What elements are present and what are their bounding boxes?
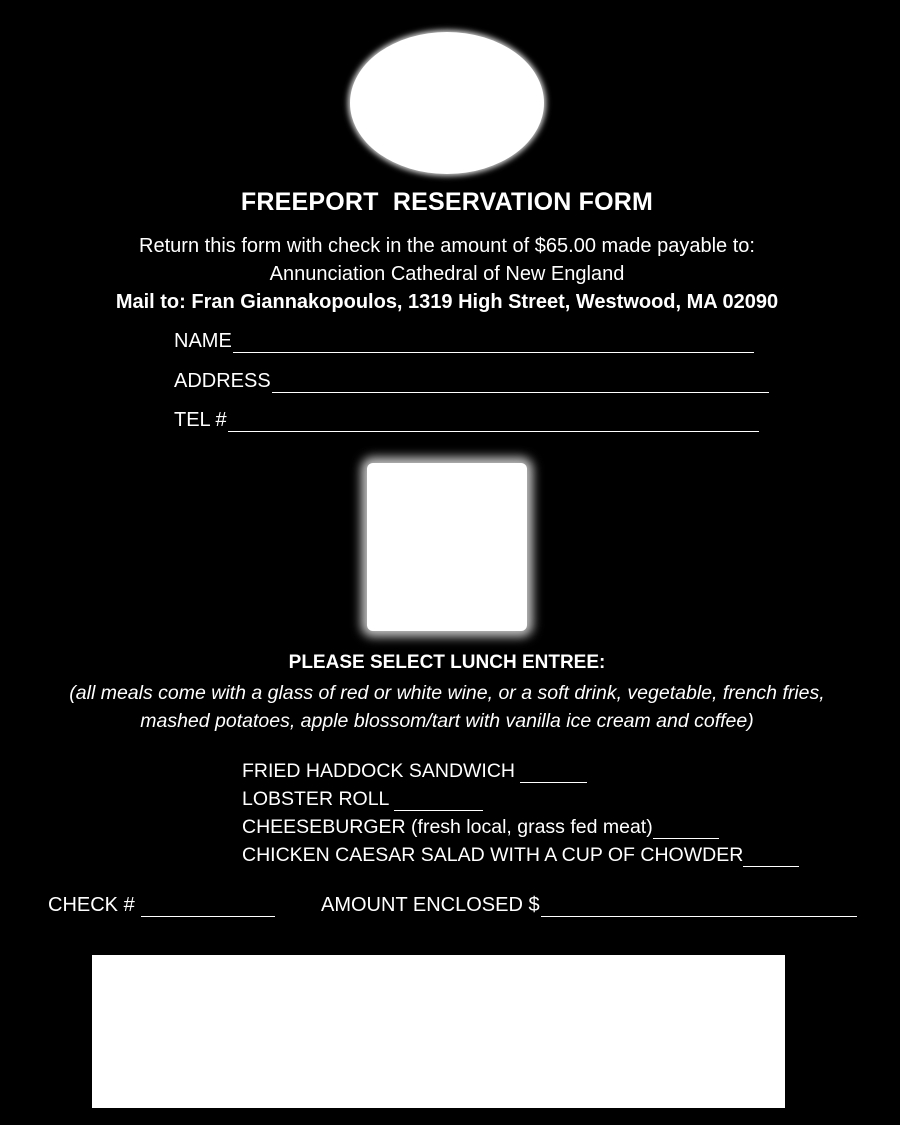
meal-includes-note-line-1: (all meals come with a glass of red or white wine, or a soft drink, vegetable, french fries, — [69, 682, 825, 704]
image-placeholder — [367, 463, 527, 631]
entree-choice-line[interactable] — [520, 764, 587, 783]
payee-name: Annunciation Cathedral of New England — [269, 263, 625, 285]
telephone-label: TEL # — [174, 409, 227, 431]
entree-label: CHEESEBURGER (fresh local, grass fed meat) — [242, 816, 653, 838]
check-number-field[interactable] — [48, 894, 275, 917]
telephone-line[interactable] — [228, 412, 759, 432]
form-title: FREEPORT RESERVATION FORM — [240, 188, 654, 216]
return-instructions: Return this form with check in the amount of $65.00 made payable to: — [139, 235, 755, 257]
entree-option-fried-haddock[interactable] — [242, 760, 587, 783]
check-number-line[interactable] — [141, 897, 275, 917]
entree-label: FRIED HADDOCK SANDWICH — [242, 760, 521, 782]
blank-white-box — [92, 955, 785, 1108]
amount-enclosed-label: AMOUNT ENCLOSED $ — [321, 894, 540, 916]
address-line[interactable] — [272, 373, 769, 393]
entree-option-lobster-roll[interactable] — [242, 788, 483, 811]
name-field[interactable] — [174, 330, 754, 353]
name-line[interactable] — [233, 333, 754, 353]
check-number-label: CHECK # — [48, 894, 141, 916]
entree-choice-line[interactable] — [743, 848, 799, 867]
mailing-address: Mail to: Fran Giannakopoulos, 1319 High Street, Westwood, MA 02090 — [115, 291, 779, 313]
lunch-entree-heading: PLEASE SELECT LUNCH ENTREE: — [288, 652, 606, 673]
name-label: NAME — [174, 330, 232, 352]
address-label: ADDRESS — [174, 370, 271, 392]
entree-option-cheeseburger[interactable] — [242, 816, 719, 839]
entree-choice-line[interactable] — [394, 792, 483, 811]
entree-label: LOBSTER ROLL — [242, 788, 395, 810]
logo-placeholder-oval — [350, 32, 544, 174]
amount-enclosed-field[interactable] — [321, 894, 857, 917]
address-field[interactable] — [174, 370, 769, 393]
entree-choice-line[interactable] — [653, 820, 719, 839]
meal-includes-note-line-2: mashed potatoes, apple blossom/tart with vanilla ice cream and coffee) — [140, 710, 754, 732]
amount-enclosed-line[interactable] — [541, 897, 857, 917]
entree-option-chicken-caesar[interactable] — [242, 844, 799, 867]
entree-label: CHICKEN CAESAR SALAD WITH A CUP OF CHOWDER — [242, 844, 744, 866]
telephone-field[interactable] — [174, 409, 759, 432]
